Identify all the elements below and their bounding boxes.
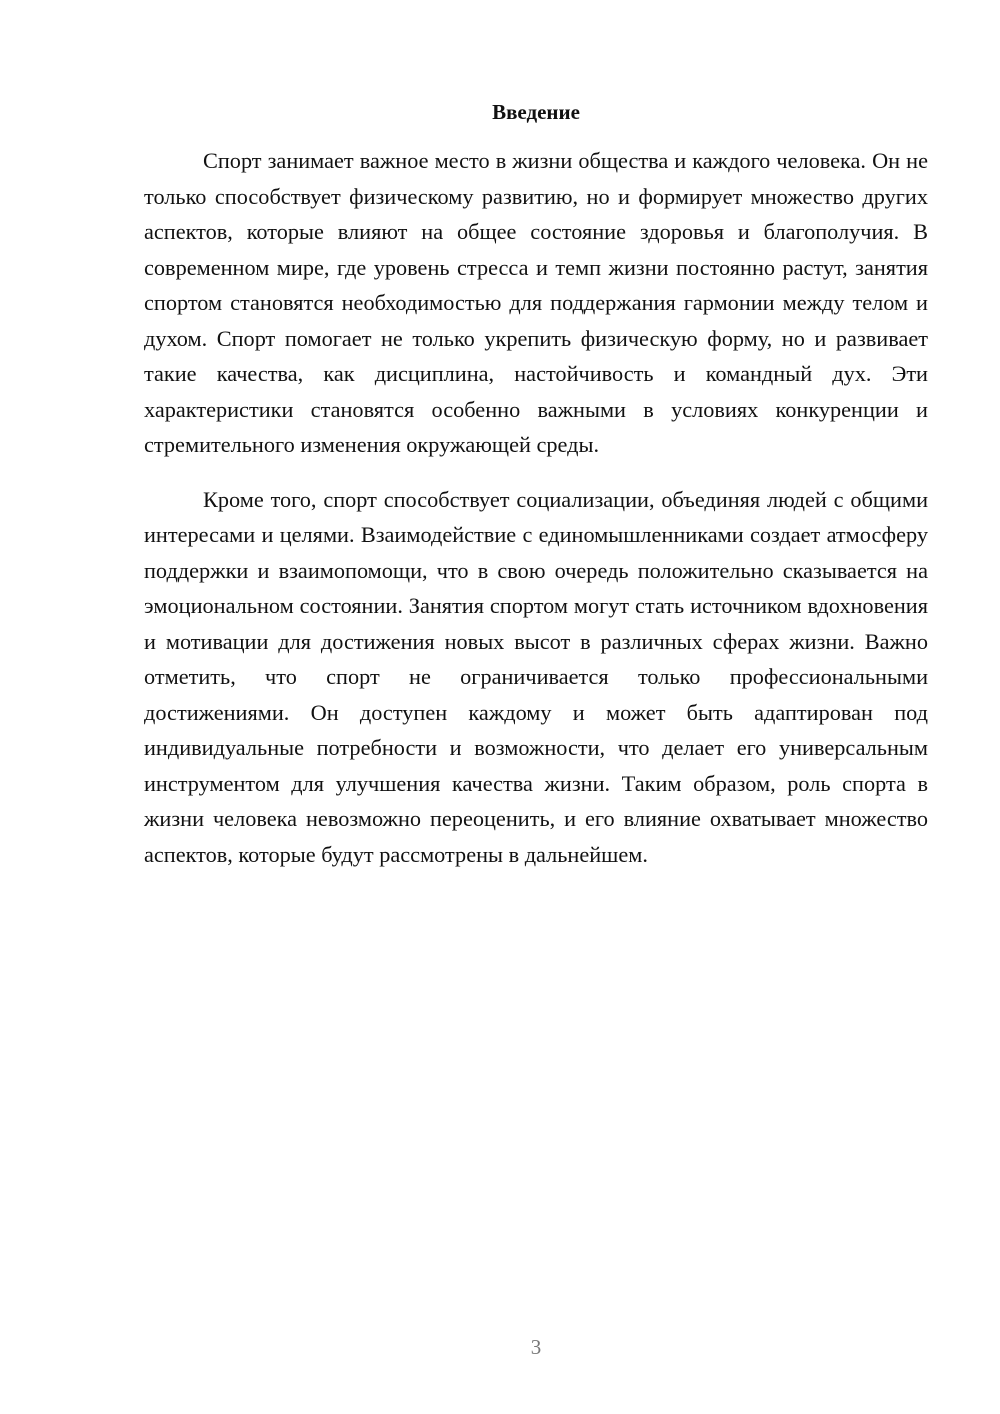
page-number: 3 (530, 1335, 542, 1359)
paragraph-2: Кроме того, спорт способствует социализации, объединяя людей с общими интересами и целями. Взаимодействие с единомышленниками создает атмосферу поддержки и взаимопомощи, что в свою очередь положительно сказывается на эмоциональном состоянии. Занятия спортом могут стать источником вдохновения и мотивации для достижения новых высот в различных сферах жизни. Важно отметить, что спорт не ограничивается только профессиональными достижениями. Он доступен каждому и может быть адаптирован под индивидуальные потребности и возможности, что делает его универсальным инструментом для улучшения качества жизни. Таким образом, роль спорта в жизни человека невозможно переоценить, и его влияние охватывает множество аспектов, которые будут рассмотрены в дальнейшем. (144, 486, 928, 867)
paragraph-1: Спорт занимает важное место в жизни общества и каждого человека. Он не только способствует физическому развитию, но и формирует множество других аспектов, которые влияют на общее состояние здоровья и благополучия. В современном мире, где уровень стресса и темп жизни постоянно растут, занятия спортом становятся необходимостью для поддержания гармонии между телом и духом. Спорт помогает не только укрепить физическую форму, но и развивает такие качества, как дисциплина, настойчивость и командный дух. Эти характеристики становятся особенно важными в условиях конкуренции и стремительного изменения окружающей среды. (144, 148, 928, 457)
body-text (144, 143, 928, 891)
section-title: Введение (492, 100, 580, 124)
